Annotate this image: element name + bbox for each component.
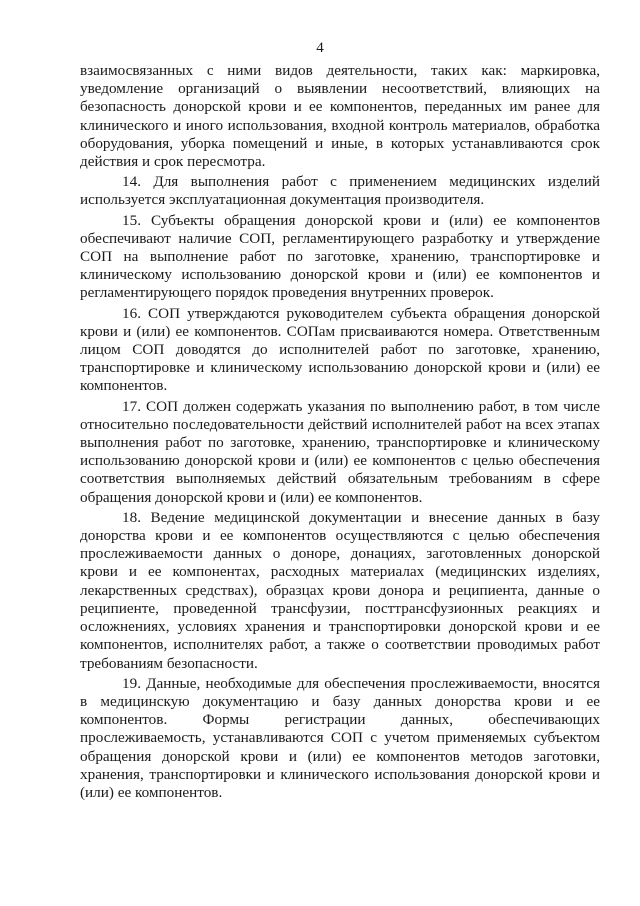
paragraph-17: 17. СОП должен содержать указания по выполнению работ, в том числе относительно последовательности действий исполнителей работ на всех этапах выполнения работ по заготовке, хранению, транспортировке и клиническому использованию донорской крови и (или) ее компонентов с целью обеспечения соответствия выполняемых действий обязательным требованиям в сфере обращения донорской крови и (или) ее компонентов. [80, 397, 600, 506]
paragraph-14: 14. Для выполнения работ с применением медицинских изделий используется эксплуатационная документация производителя. [80, 173, 600, 209]
paragraph-continuation: взаимосвязанных с ними видов деятельности, таких как: маркировка, уведомление организаций о выявлении несоответствий, влияющих на безопасность донорской крови и ее компонентов, переданных им ранее для клинического и иного использования, входной контроль материалов, обработка оборудования, уборка помещений и иные, в которых устанавливаются срок действия и срок пересмотра. [80, 62, 600, 171]
paragraph-15: 15. Субъекты обращения донорской крови и (или) ее компонентов обеспечивают наличие СОП, регламентирующего разработку и утверждение СОП на выполнение работ по заготовке, хранению, транспортировке и клиническому использованию донорской крови и (или) ее компонентов и регламентирующего порядок проведения внутренних проверок. [80, 211, 600, 302]
document-body [80, 62, 600, 804]
paragraph-19: 19. Данные, необходимые для обеспечения прослеживаемости, вносятся в медицинскую документацию и базу данных донорства крови и ее компонентов. Формы регистрации данных, обеспечивающих прослеживаемость, устанавливаются СОП с учетом применяемых субъектом обращения донорской крови и (или) ее компонентов методов заготовки, хранения, транспортировки и клинического использования донорской крови и (или) ее компонентов. [80, 674, 600, 801]
paragraph-16: 16. СОП утверждаются руководителем субъекта обращения донорской крови и (или) ее компонентов. СОПам присваиваются номера. Ответственным лицом СОП доводятся до исполнителей работ по заготовке, хранению, транспортировке и клиническому использованию донорской крови и (или) ее компонентов. [80, 304, 600, 395]
page-number: 4 [316, 40, 324, 56]
paragraph-18: 18. Ведение медицинской документации и внесение данных в базу донорства крови и ее компонентов осуществляются с целью обеспечения прослеживаемости данных о доноре, донациях, заготовленных донорской крови и ее компонентах, расходных материалах (медицинских изделиях, лекарственных средствах), образцах крови донора и реципиента, данные о реципиенте, проведенной трансфузии, посттрансфузионных реакциях и осложнениях, условиях хранения и транспортировки донорской крови и ее компонентов, исполнителях работ, а также о соответствии проводимых работ требованиям безопасности. [80, 508, 600, 672]
